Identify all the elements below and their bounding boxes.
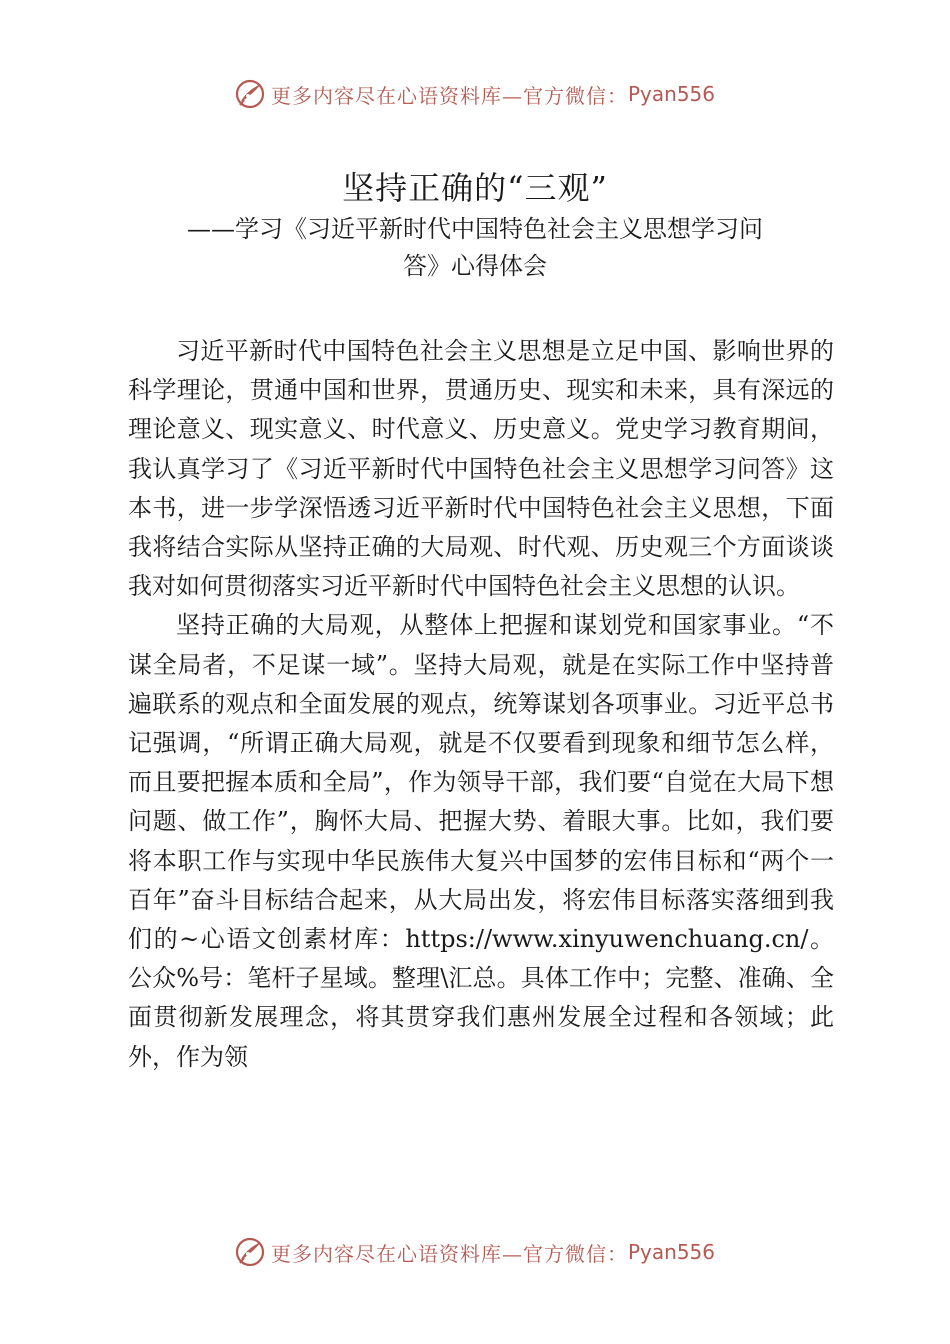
banner-slogan: 更多内容尽在心语资料库—官方微信： <box>270 1241 628 1266</box>
header-banner <box>0 72 950 116</box>
quill-pen-logo-icon <box>235 79 265 109</box>
banner-wechat-id: Pyan556 <box>627 82 715 106</box>
document-subtitle-line2: 答》心得体会 <box>403 252 547 280</box>
document-subtitle-line1: ——学习《习近平新时代中国特色社会主义思想学习问 <box>187 215 763 243</box>
document-title: 坚持正确的“三观” <box>342 169 608 207</box>
body-paragraph-1: 习近平新时代中国特色社会主义思想是立足中国、影响世界的科学理论，贯通中国和世界，贯通历史、现实和未来，具有深远的理论意义、现实意义、时代意义、历史意义。党史学习教育期间，我认真学习了《习近平新时代中国特色社会主义思想学习问答》这本书，进一步学深悟透习近平新时代中国特色社会主义思想，下面我将结合实际从坚持正确的大局观、时代观、历史观三个方面谈谈我对如何贯彻落实习近平新时代中国特色社会主义思想的认识。 <box>128 337 834 601</box>
title-block <box>0 165 950 285</box>
document-body <box>128 332 834 1077</box>
banner-slogan: 更多内容尽在心语资料库—官方微信： <box>270 83 628 108</box>
quill-pen-logo-icon <box>235 1237 265 1267</box>
banner-wechat-id: Pyan556 <box>627 1240 715 1264</box>
body-paragraph-2: 坚持正确的大局观，从整体上把握和谋划党和国家事业。“不谋全局者，不足谋一域”。坚持大局观，就是在实际工作中坚持普遍联系的观点和全面发展的观点，统筹谋划各项事业。习近平总书记强调，“所谓正确大局观，就是不仅要看到现象和细节怎么样，而且要把握本质和全局”，作为领导干部，我们要“自觉在大局下想问题、做工作”，胸怀大局、把握大势、着眼大事。比如，我们要将本职工作与实现中华民族伟大复兴中国梦的宏伟目标和“两个一百年”奋斗目标结合起来，从大局出发，将宏伟目标落实落细到我们的~心语文创素材库：https://www.xinyuwenchuang.cn/。公众%号：笔杆子星域。整理\汇总。具体工作中；完整、准确、全面贯彻新发展理念，将其贯穿我们惠州发展全过程和各领域；此外，作为领 <box>128 611 834 1071</box>
footer-banner <box>0 1230 950 1274</box>
